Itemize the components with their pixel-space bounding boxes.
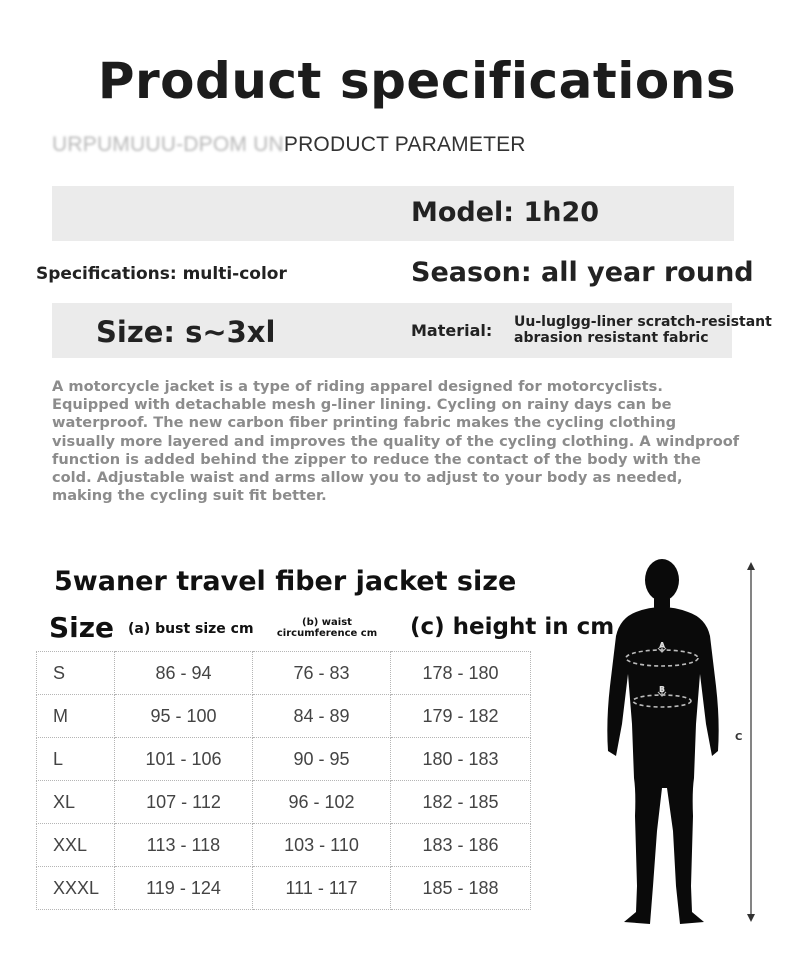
size-chart-title: 5waner travel fiber jacket size [54, 566, 517, 597]
cell-bust: 101 - 106 [115, 738, 253, 781]
header-size: Size [49, 611, 115, 644]
cell-height: 182 - 185 [391, 781, 531, 824]
cell-waist: 90 - 95 [253, 738, 391, 781]
label-c: C [735, 732, 743, 743]
cell-size: L [37, 738, 115, 781]
cell-waist: 103 - 110 [253, 824, 391, 867]
header-waist: (b) waist circumference cm [276, 617, 378, 639]
cell-height: 179 - 182 [391, 695, 531, 738]
cell-size: XXL [37, 824, 115, 867]
cell-size: M [37, 695, 115, 738]
subtitle-label: PRODUCT PARAMETER [283, 133, 526, 156]
cell-bust: 113 - 118 [115, 824, 253, 867]
spec-band-top [52, 186, 734, 241]
header-bust: (a) bust size cm [128, 621, 254, 637]
table-row [37, 652, 531, 695]
spec-specifications: Specifications: multi-color [36, 264, 287, 284]
section-subtitle [52, 133, 526, 157]
cell-height: 185 - 188 [391, 867, 531, 910]
cell-waist: 84 - 89 [253, 695, 391, 738]
spec-material-value: Uu-luglgg-liner scratch-resistant abrasion resistant fabric [514, 314, 772, 346]
cell-bust: 86 - 94 [115, 652, 253, 695]
page-title: Product specifications [97, 52, 737, 110]
spec-material-label: Material: [411, 321, 493, 340]
spec-season: Season: all year round [411, 257, 754, 288]
header-height: (c) height in cm [410, 614, 615, 640]
spec-size: Size: s~3xl [96, 315, 276, 349]
cell-waist: 96 - 102 [253, 781, 391, 824]
cell-height: 180 - 183 [391, 738, 531, 781]
label-a: A [659, 641, 666, 650]
spec-model: Model: 1h20 [411, 197, 600, 228]
cell-waist: 111 - 117 [253, 867, 391, 910]
body-measurement-figure [596, 556, 776, 936]
cell-height: 183 - 186 [391, 824, 531, 867]
cell-bust: 95 - 100 [115, 695, 253, 738]
height-arrow [747, 562, 755, 922]
table-row [37, 781, 531, 824]
product-description: A motorcycle jacket is a type of riding apparel designed for motorcyclists. Equipped with detachable mesh g-liner lining. Cycling on rainy days can be waterproof. The new carbon fiber printing fabric makes the cycling clothing visually more layered and improves the quality of the cycling clothing. A windproof function is added behind the zipper to reduce the contact of the body with the cold. Adjustable waist and arms allow you to adjust to your body as needed, making the cycling suit fit better. [52, 378, 740, 505]
cell-size: XL [37, 781, 115, 824]
table-row [37, 824, 531, 867]
subtitle-blurred-text: URPUMUUU-DPOM UN [52, 133, 284, 156]
cell-size: XXXL [37, 867, 115, 910]
table-row [37, 695, 531, 738]
human-silhouette-icon [607, 559, 718, 924]
table-row [37, 867, 531, 910]
cell-size: S [37, 652, 115, 695]
table-row [37, 738, 531, 781]
cell-bust: 119 - 124 [115, 867, 253, 910]
cell-bust: 107 - 112 [115, 781, 253, 824]
label-b: B [659, 685, 666, 694]
cell-waist: 76 - 83 [253, 652, 391, 695]
size-table [36, 651, 531, 910]
cell-height: 178 - 180 [391, 652, 531, 695]
